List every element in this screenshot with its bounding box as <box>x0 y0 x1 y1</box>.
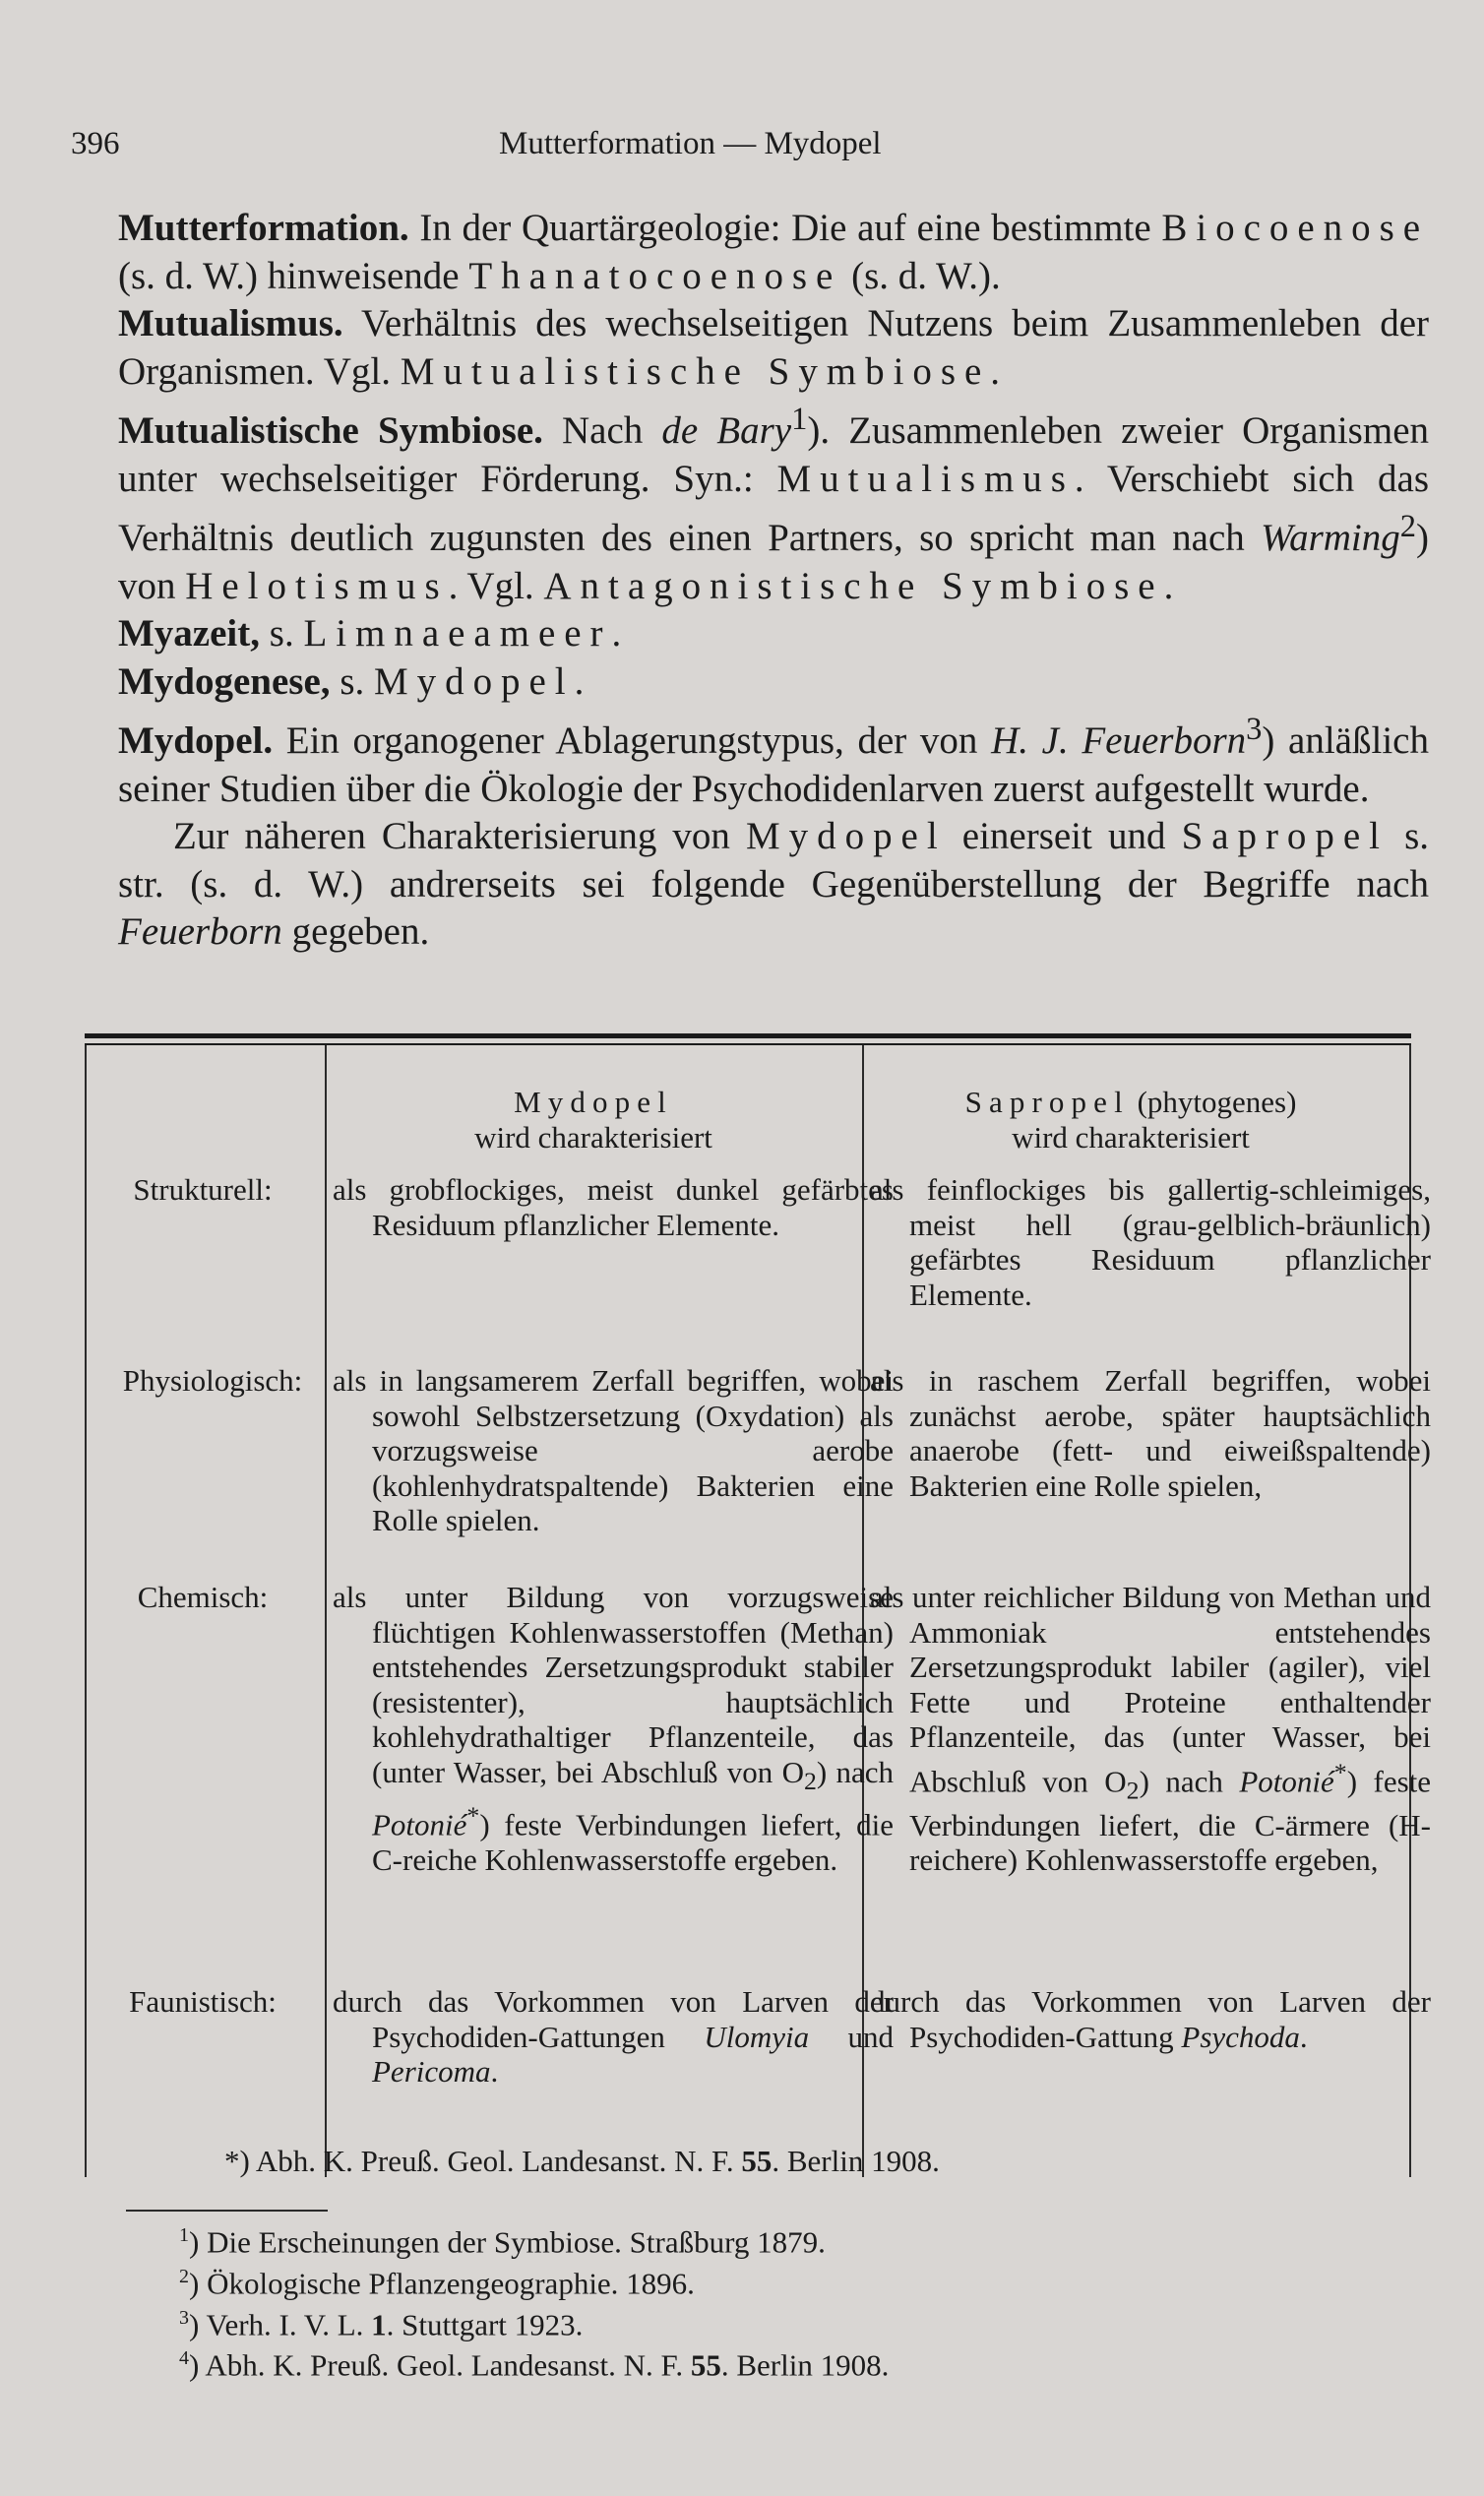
genus-name: Ulomyia <box>704 2019 810 2054</box>
entry-headword: Mutualismus. <box>118 302 343 344</box>
entry-text: ). Zusammenleben zweier Organismen unter wechselseitiger Förderung. Syn.: <box>118 409 1429 500</box>
footnote-volume: 55 <box>690 2347 721 2383</box>
author-name: de Bary <box>661 409 792 452</box>
column-header-mydopel <box>333 1085 854 1154</box>
entry-text: (s. d. W.) hinweisende <box>118 254 469 297</box>
spaced-term: Mydopel <box>374 659 575 703</box>
entry-text: ) anläßlich seiner Studien über die Ökologie der Psychodidenlarven zuerst aufgestellt wurde. <box>118 719 1429 810</box>
footnote-number: 2 <box>179 2265 189 2287</box>
entry-mutualistische-symbiose <box>118 396 1429 610</box>
mydopel-cell <box>333 1580 894 1878</box>
entry-text: s. <box>260 612 304 655</box>
entry-text: ) von <box>118 517 1429 607</box>
entry-text: . Verschiebt sich das Verhältnis deutlich zugunsten des einen Partners, so spricht man nach <box>118 457 1430 559</box>
spaced-term: Thanatocoenose <box>468 254 842 297</box>
table-top-rule-thin <box>85 1043 1411 1045</box>
cell-text: . <box>490 2054 499 2089</box>
entry-text: s. str. (s. d. W.) andrerseits sei folgende Gegenüberstellung der Begriffe nach <box>118 815 1429 905</box>
spaced-term: Mydopel <box>746 815 947 857</box>
mydopel-cell: als grobflockiges, meist dunkel gefärbtes Residuum pflanzlicher Elemente. <box>333 1172 894 1242</box>
cell-text: als unter reichlicher Bildung von Methan und Ammoniak entstehendes Zersetzungsprodukt labiler (agiler), viel Fette und Proteine enthaltender Pflanzenteile, das (unter Wasser, bei Abschluß von O <box>870 1580 1431 1798</box>
spaced-term: Helotismus <box>185 564 449 607</box>
cell-text: ) nach <box>1139 1763 1240 1798</box>
footnote-number: 3 <box>179 2306 189 2329</box>
cell-text: durch das Vorkommen von Larven der Psychodiden-Gattung <box>870 1984 1431 2054</box>
column-title-qualifier: (phytogenes) <box>1129 1085 1297 1119</box>
cell-text: ) feste Verbindungen liefert, die C-reiche Kohlenwasserstoffe ergeben. <box>372 1807 894 1878</box>
entry-text: (s. d. W.). <box>841 254 1001 297</box>
footnote-text: . Stuttgart 1923. <box>386 2306 584 2341</box>
running-title: Mutterformation — Mydopel <box>499 126 882 161</box>
entry-mydopel-paragraph-2 <box>118 813 1429 957</box>
page-number: 396 <box>71 126 120 161</box>
spaced-term: Sapropel <box>1181 815 1389 857</box>
cell-text: und <box>809 2019 894 2054</box>
note-volume: 55 <box>741 2144 773 2178</box>
footnote-ref: 3 <box>1246 712 1263 747</box>
entry-text: einerseit und <box>946 815 1182 857</box>
footnote <box>179 2260 889 2301</box>
entry-text: . <box>1163 564 1174 607</box>
note-ref: * <box>1333 1757 1347 1786</box>
footnote <box>179 2341 889 2383</box>
entry-headword: Mutualistische Symbiose. <box>118 409 543 452</box>
author-name: H. J. Feuerborn <box>991 719 1247 762</box>
spaced-term: Mutualistische Symbiose <box>400 349 991 393</box>
row-label: Strukturell: <box>133 1172 273 1207</box>
entry-mutualismus <box>118 300 1429 396</box>
entry-text: In der Quartärgeologie: Die auf eine bestimmte <box>408 207 1162 249</box>
entry-text: Nach <box>542 409 662 452</box>
entry-headword: Myazeit, <box>118 612 261 655</box>
mydopel-cell <box>333 1984 894 2090</box>
cell-text: ) feste Verbindungen liefert, die C-ärmere (H-reichere) Kohlenwasserstoffe ergeben, <box>909 1763 1432 1878</box>
entry-text: . <box>990 349 1001 393</box>
genus-name: Pericoma <box>372 2054 491 2089</box>
author-name: Potonié <box>372 1807 467 1842</box>
spaced-term: Mutualismus <box>776 457 1075 500</box>
footnote <box>179 2301 889 2342</box>
dictionary-entries <box>118 205 1429 957</box>
entry-text: s. <box>330 659 374 703</box>
cell-text: durch das Vorkommen von Larven der Psychodiden-Gattungen <box>333 1984 894 2054</box>
author-name: Potonié <box>1239 1763 1334 1798</box>
cell-text: als unter Bildung von vorzugsweise flüchtigen Kohlenwasserstoffen (Methan) entstehendes Zersetzungsprodukt stabiler (resistenter), hauptsächlich kohlehydrathaltiger Pflanzenteile, das (unter Wasser, bei Abschluß von O <box>333 1580 894 1789</box>
entry-text: gegeben. <box>281 910 430 953</box>
footnote-text: . Berlin 1908. <box>720 2347 890 2383</box>
entry-text: . <box>574 659 585 703</box>
footnote <box>179 2218 889 2260</box>
footnote-ref: 2 <box>1399 509 1416 544</box>
footnote-text: ) Verh. I. V. L. <box>189 2306 372 2341</box>
entry-text: Verhältnis des wechselseitigen Nutzens beim Zusammenleben der Organismen. Vgl. <box>118 302 1429 393</box>
footnote-number: 1 <box>179 2224 189 2246</box>
footnote-text: ) Ökologische Pflanzengeographie. 1896. <box>189 2266 695 2301</box>
footnote-rule <box>126 2210 328 2212</box>
footnotes <box>179 2218 889 2383</box>
subscript: 2 <box>1126 1776 1140 1805</box>
cell-text: . <box>1299 2019 1308 2054</box>
entry-mydogenese <box>118 658 1429 707</box>
column-title: Mydopel <box>514 1085 673 1119</box>
table-column-rule <box>325 1045 327 2177</box>
entry-myazeit <box>118 610 1429 658</box>
author-name: Feuerborn <box>118 910 282 953</box>
entry-headword: Mydogenese, <box>118 659 331 703</box>
entry-text: . <box>611 612 622 655</box>
entry-text: . Vgl. <box>448 564 544 607</box>
note-text: . Berlin 1908. <box>772 2144 940 2178</box>
table-top-rule <box>85 1033 1411 1038</box>
footnote-text: ) Die Erscheinungen der Symbiose. Straßburg 1879. <box>189 2224 826 2260</box>
spaced-term: Limnaeameer <box>303 612 612 655</box>
cell-text: ) nach <box>816 1754 894 1789</box>
sapropel-cell: als in raschem Zerfall begriffen, wobei zunächst aerobe, später hauptsächlich anaerobe (fett- und eiweißspaltende) Bakterien eine Rolle spielen, <box>870 1363 1431 1503</box>
note-text: *) Abh. K. Preuß. Geol. Landesanst. N. F. <box>224 2144 742 2178</box>
footnote-number: 4 <box>179 2347 189 2370</box>
sapropel-cell <box>870 1580 1431 1878</box>
author-name: Warming <box>1261 517 1400 559</box>
subscript: 2 <box>803 1766 817 1795</box>
table-note <box>224 2144 940 2179</box>
genus-name: Psychoda <box>1181 2019 1300 2054</box>
entry-headword: Mydopel. <box>118 719 274 762</box>
mydopel-cell: als in langsamerem Zerfall begriffen, wobei sowohl Selbstzersetzung (Oxydation) als vorzugsweise aerobe (kohlenhydratspaltende) Bakterien eine Rolle spielen. <box>333 1363 894 1537</box>
sapropel-cell <box>870 1984 1431 2054</box>
sapropel-cell: als feinflockiges bis gallertig-schleimiges, meist hell (grau-gelblich-bräunlich) gefärbtes Residuum pflanzlicher Elemente. <box>870 1172 1431 1312</box>
entry-mutterformation <box>118 205 1429 300</box>
entry-text: Zur näheren Charakterisierung von <box>173 815 747 857</box>
footnote-text: ) Abh. K. Preuß. Geol. Landesanst. N. F. <box>189 2347 691 2383</box>
column-subtitle: wird charakterisiert <box>1012 1119 1250 1154</box>
row-label: Physiologisch: <box>122 1363 303 1398</box>
column-subtitle: wird charakterisiert <box>474 1119 712 1154</box>
footnote-ref: 1 <box>791 402 808 437</box>
entry-text: Ein organogener Ablagerungstypus, der von <box>273 719 992 762</box>
column-title: Sapropel <box>964 1085 1130 1119</box>
row-label: Faunistisch: <box>129 1984 277 2019</box>
spaced-term: Antagonistische Symbiose <box>543 564 1164 607</box>
entry-mydopel <box>118 706 1429 813</box>
note-ref: * <box>466 1801 480 1831</box>
footnote-volume: 1 <box>371 2306 387 2341</box>
entry-headword: Mutterformation. <box>118 207 409 249</box>
spaced-term: Biocoenose <box>1161 207 1429 249</box>
column-header-sapropel <box>870 1085 1391 1154</box>
row-label: Chemisch: <box>137 1580 269 1614</box>
